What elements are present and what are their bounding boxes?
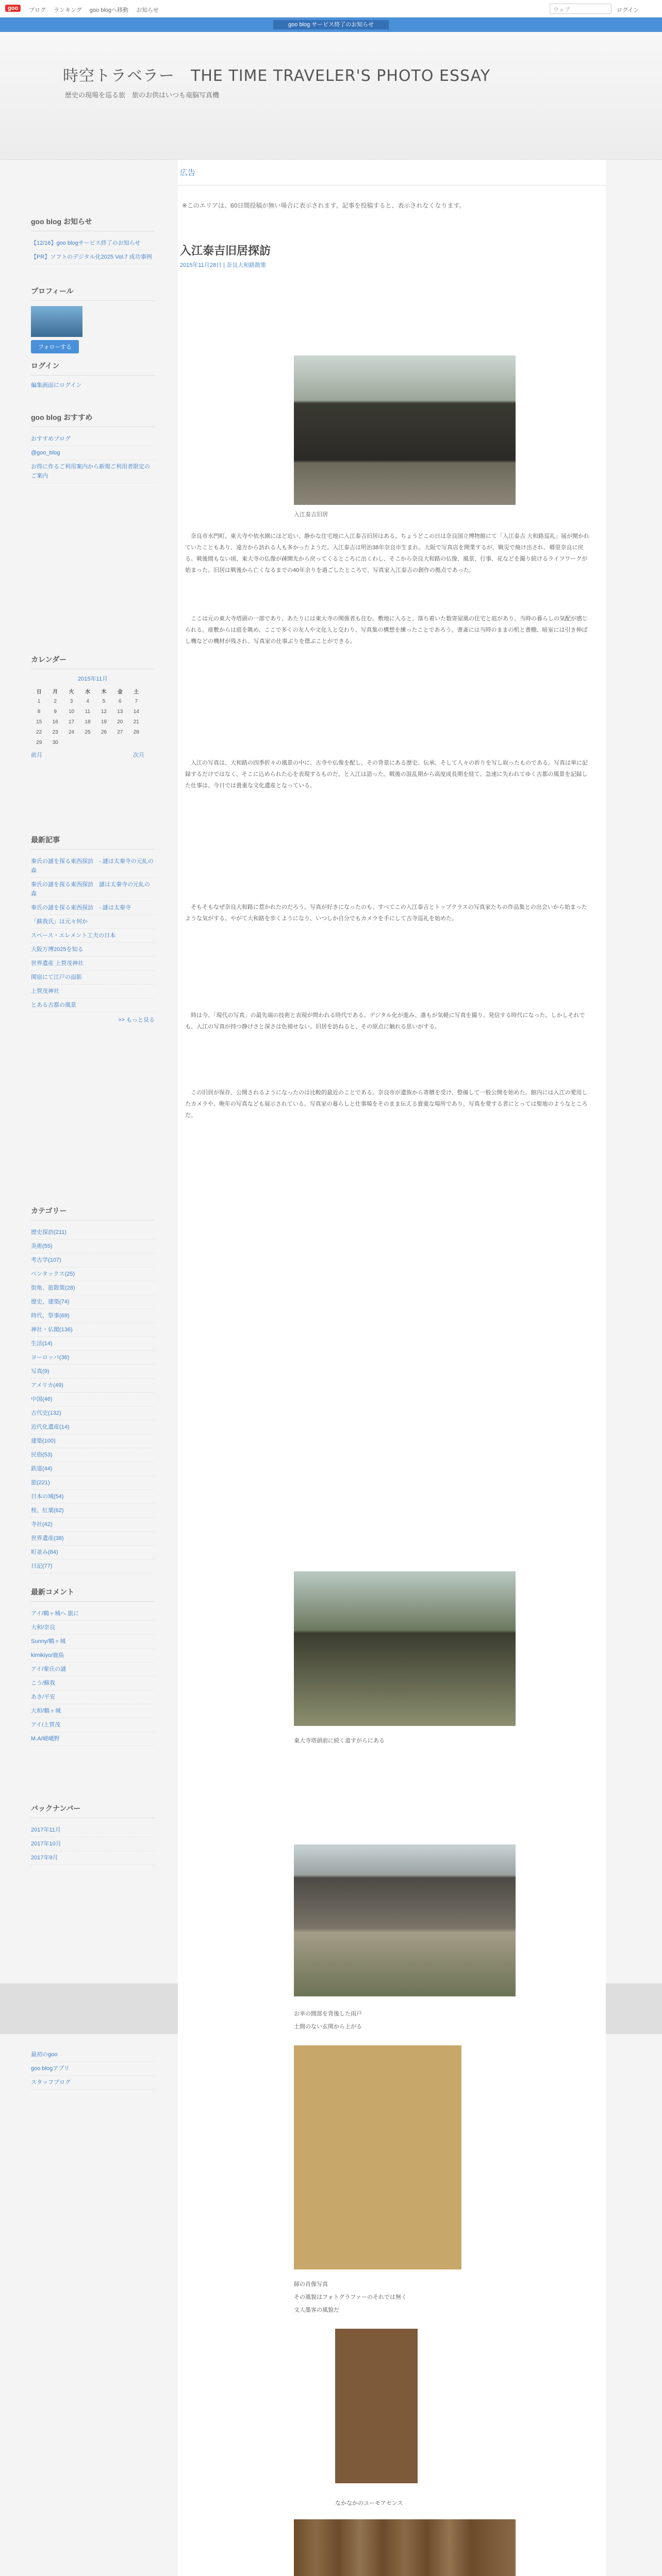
calendar-section — [31, 654, 155, 760]
category-list — [31, 1226, 155, 1573]
comment-item[interactable]: あき/平安 — [31, 1690, 155, 1704]
scroll-photo[interactable] — [335, 2329, 418, 2483]
calendar-day — [79, 737, 95, 748]
calendar-day: 22 — [36, 729, 42, 735]
blog-header — [0, 32, 662, 160]
backnumber-heading: バックナンバー — [31, 1803, 155, 1818]
main-content — [178, 160, 606, 2576]
follow-button[interactable]: フォローする — [31, 340, 79, 353]
garden-photo[interactable] — [294, 1571, 516, 1726]
photo-caption: 師の肖像写真 — [294, 2281, 328, 2287]
comments-heading: 最新コメント — [31, 1587, 155, 1602]
gate-photo[interactable] — [294, 355, 516, 505]
calendar-day: 12 — [101, 708, 107, 715]
entry-paragraph: 奈良市水門町。東大寺や依水園にほど近い、静かな住宅地に入江泰吉旧居はある。ちょうどこの日は奈良国立博物館にて「入江泰吉 大和路巡礼」展が開かれていたこともあり、遠方から訪れる人も多かったようだ。入江泰吉は明治38年奈良市生まれ。大阪で写真店を開業するが、戦災で焼け出され、郷里奈良に戻る。戦後間もない頃、東大寺の仏像が疎開先から戻ってくるところに出くわし、そこから奈良大和路の仏像、風景、行事、花などを撮り続けるライフワークが始まった。旧居は戦後から亡くなるまでの40年余りを過ごしたところで、写真家入江泰吉の創作の拠点であった。 — [185, 533, 590, 573]
backnumber-section — [31, 1803, 155, 1865]
goo-logo[interactable]: goo — [5, 5, 21, 12]
recent-item[interactable]: 上賀茂神社 — [31, 985, 155, 998]
category-section — [31, 1206, 155, 1573]
top-link-ranking[interactable]: ランキング — [54, 7, 82, 13]
calendar-dow: 金 — [117, 689, 123, 695]
category-item[interactable]: 写真(9) — [31, 1365, 155, 1379]
calendar-day: 24 — [68, 729, 75, 735]
category-item[interactable]: 鉄道(44) — [31, 1462, 155, 1476]
entry-paragraph: 時は今、「現代の写真」の最先端の技術と表現が問われる時代である。デジタル化が進み、誰もが気軽に写真を撮り、発信する時代になった。しかしそれでも、入江の写真が持つ静けさと深さは色褪せない。旧居を訪ねると、その原点に触れる思いがする。 — [185, 1012, 585, 1030]
calendar-day: 18 — [85, 719, 91, 725]
recent-item[interactable]: 大阪万博2025を知る — [31, 943, 155, 957]
entry-notice: ※このエリアは、60日間投稿が無い場合に表示されます。記事を投稿すると、表示されなくなります。 — [182, 202, 466, 209]
category-item[interactable]: 町並み(84) — [31, 1546, 155, 1560]
calendar-prev-link[interactable]: 前月 — [31, 752, 42, 758]
login-heading: ログイン — [31, 361, 155, 376]
search-input[interactable]: ウェブ — [550, 4, 611, 14]
comment-item[interactable]: M.A/嵯峨野 — [31, 1732, 155, 1746]
calendar-dow: 火 — [69, 689, 74, 695]
notice-item[interactable]: 【12/16】goo blogサービス終了のお知らせ — [31, 236, 155, 250]
entry-title[interactable]: 入江泰吉旧居探訪 — [180, 244, 271, 257]
calendar-dow: 土 — [134, 689, 139, 695]
top-link-move[interactable]: goo blogへ移動 — [89, 7, 129, 13]
category-item[interactable]: 桜、紅葉(62) — [31, 1504, 155, 1518]
category-item[interactable]: 時代、祭事(69) — [31, 1309, 155, 1323]
calendar-day: 5 — [102, 698, 106, 704]
category-item[interactable]: 街角、旅散策(28) — [31, 1281, 155, 1295]
category-item[interactable]: ヨーロッパ(36) — [31, 1351, 155, 1365]
notice-section — [31, 216, 155, 264]
category-item[interactable]: 建築(100) — [31, 1434, 155, 1448]
profile-image[interactable] — [31, 306, 82, 337]
calendar-day: 8 — [37, 708, 41, 715]
calendar-next-link[interactable]: 次月 — [133, 752, 144, 758]
backnumber-item[interactable]: 2017年10月 — [31, 1837, 155, 1851]
recent-section — [31, 835, 155, 1025]
calendar-day: 17 — [68, 719, 75, 725]
recent-more-link[interactable]: >> もっと見る — [118, 1017, 155, 1023]
entry-paragraph: 入江の写真は、大和路の四季折々の風景の中に、古寺や仏像を配し、その背景にある歴史、伝承、そして人々の祈りを写し取ったものである。写真は単に記録するだけではなく、そこに込められた心を表現するものだ、と入江は語った。戦後の混乱期から高度成長期を経て、急速に失われてゆく古都の風景を記録した仕事は、今日では貴重な文化遺産となっている。 — [185, 760, 588, 789]
recent-item[interactable]: 秦氏の謎を探る東西探訪 謎は太秦寺の元糺の森 — [31, 878, 155, 901]
calendar-day: 28 — [133, 729, 139, 735]
entry-paragraph: ここは元の東大寺塔頭の一部であり、あたりには東大寺の関係者も住む。敷地に入ると、落ち着いた数寄屋風の住宅と庭があり、当時の暮らしの気配が感じられる。座敷からは庭を眺め、ここで多くの友人や文化人と交わり、写真集の構想を練ったことであろう。書斎には当時のままの机と書棚、暗室には引き伸ばし機などの機材が残され、写真家の仕事ぶりを偲ぶことができる。 — [185, 616, 588, 645]
calendar-dow: 月 — [53, 689, 58, 695]
calendar-day: 16 — [52, 719, 58, 725]
recent-item[interactable]: スペース・エレメント工夫の日本 — [31, 929, 155, 943]
recent-item[interactable]: 「蘇我氏」は元々何か — [31, 915, 155, 929]
category-item[interactable]: 美術(55) — [31, 1240, 155, 1253]
photo-caption: 土間のない玄関から上がる — [294, 2024, 362, 2030]
calendar-dow: 木 — [101, 689, 107, 695]
notice-item[interactable]: 【PR】ソフトのデジタル化2025 Vol.7 成功事例 — [31, 250, 155, 264]
calendar-day: 1 — [37, 698, 41, 704]
category-item[interactable]: 旅(221) — [31, 1476, 155, 1490]
calendar-day: 13 — [117, 708, 123, 715]
backnumber-item[interactable]: 2017年11月 — [31, 1823, 155, 1837]
category-item[interactable]: 神社・仏閣(136) — [31, 1323, 155, 1337]
calendar-day — [63, 737, 79, 748]
calendar-day: 20 — [117, 719, 123, 725]
calendar-title: 2015年11月 — [78, 676, 108, 682]
photo-caption: その風貌はフォトグラファーのそれでは無く — [294, 2294, 407, 2300]
comment-item[interactable]: アイ/上賀茂 — [31, 1718, 155, 1732]
category-item[interactable]: 歴史、建築(74) — [31, 1295, 155, 1309]
category-item[interactable]: 考古学(107) — [31, 1253, 155, 1267]
login-section — [31, 361, 155, 390]
calendar-day: 9 — [54, 708, 57, 715]
calendar-day: 6 — [119, 698, 122, 704]
blog-description: 歴史の現場を巡る旅 旅のお供はいつも竜脳写真機 — [65, 91, 220, 99]
entry-paragraph: そもそもなぜ奈良大和路に惹かれたのだろう。写真が好きになったのも、すべてこの入江泰吉とトップクラスの写真家たちの作品集との出会いから始まったような気がする。やがて大和路を歩くようになり、いつしか自分でもカメラを手にして古寺巡礼を始めた。 — [185, 904, 587, 922]
ad-heading: 広告 — [178, 160, 606, 185]
calendar-day: 21 — [133, 719, 139, 725]
calendar-day: 4 — [86, 698, 89, 704]
photo-caption: 入江泰吉旧居 — [294, 512, 328, 518]
recent-heading: 最新記事 — [31, 835, 155, 850]
entry-paragraph: この旧居が保存、公開されるようになったのは比較的最近のことである。奈良市が遺族から寄贈を受け、整備して一般公開を始めた。館内には入江の愛用したカメラや、晩年の写真なども展示されている。写真家の暮らしと仕事場をそのまま伝える貴重な場所であり、写真を愛する者にとっては聖地のようなところだ。 — [185, 1090, 588, 1118]
calendar-day: 29 — [36, 739, 42, 745]
bookshelf-photo[interactable] — [294, 2519, 516, 2576]
calendar-day: 26 — [101, 729, 107, 735]
photo-caption: 東大寺塔頭前に続く道すがらにある — [294, 1738, 385, 1744]
calendar-table — [31, 686, 144, 748]
recent-item[interactable]: 秦氏の謎を探る東西探訪 - 謎は太秦寺の元糺の森 — [31, 855, 155, 878]
notice-heading: goo blog お知らせ — [31, 216, 155, 231]
recent-item[interactable]: とある古都の風景 — [31, 998, 155, 1012]
calendar-day — [96, 737, 112, 748]
category-item[interactable]: アメリカ(49) — [31, 1379, 155, 1393]
blog-title[interactable]: 時空トラベラー THE TIME TRAVELER'S PHOTO ESSAY — [63, 67, 491, 85]
calendar-dow: 日 — [36, 689, 42, 695]
admin-login-link[interactable]: 編集画面にログイン — [31, 382, 82, 388]
photo-caption: なかなかのユーモアセンス — [335, 2500, 403, 2506]
login-link[interactable]: ログイン — [617, 7, 639, 13]
portrait-photo[interactable] — [294, 2045, 461, 2269]
top-link-news[interactable]: お知らせ — [136, 7, 159, 13]
calendar-day: 10 — [68, 708, 75, 715]
category-item[interactable]: 中国(46) — [31, 1393, 155, 1406]
top-links — [29, 6, 165, 14]
calendar-day: 11 — [85, 708, 91, 715]
calendar-day: 27 — [117, 729, 123, 735]
category-item[interactable]: 日記(77) — [31, 1560, 155, 1573]
category-item[interactable]: 日本の城(54) — [31, 1490, 155, 1504]
calendar-day — [128, 737, 144, 748]
profile-section — [31, 286, 155, 353]
category-item[interactable]: ペンタックス(25) — [31, 1267, 155, 1281]
top-bar — [0, 0, 662, 18]
entry-date[interactable]: 2015年11月28日 | 奈良大和路散策 — [180, 262, 267, 268]
calendar-day — [112, 737, 128, 748]
recent-item[interactable]: 関宿にて江戸の面影 — [31, 971, 155, 985]
comment-item[interactable]: 大和/鶴ヶ城 — [31, 1704, 155, 1718]
top-link-blog[interactable]: ブログ — [29, 7, 46, 13]
recent-item[interactable]: 秦氏の謎を探る東西探訪 - 謎は太秦寺 — [31, 901, 155, 915]
photo-caption: 文人墨客の風貌だ — [294, 2307, 339, 2313]
calendar-day: 25 — [85, 729, 91, 735]
category-item[interactable]: 世界遺産(38) — [31, 1532, 155, 1546]
backnumber-item[interactable]: 2017年9月 — [31, 1851, 155, 1865]
comment-item[interactable]: 大和/奈良 — [31, 1621, 155, 1635]
calendar-day: 23 — [52, 729, 58, 735]
category-item[interactable]: 近代化遺産(14) — [31, 1420, 155, 1434]
comment-item[interactable]: アイ/秦氏の謎 — [31, 1663, 155, 1676]
recommend-heading: goo blog おすすめ — [31, 412, 155, 427]
footer-link[interactable]: スタッフブログ — [31, 2076, 155, 2090]
comment-item[interactable]: アイ/鶴ヶ城へ 旅に — [31, 1607, 155, 1621]
house-photo[interactable] — [294, 1844, 516, 1996]
footer-link[interactable]: 最初のgoo — [31, 2048, 155, 2062]
footer-link[interactable]: goo blogアプリ — [31, 2062, 155, 2076]
notice-bar — [0, 18, 662, 32]
recommend-section — [31, 412, 155, 483]
category-item[interactable]: 古代史(132) — [31, 1406, 155, 1420]
comment-item[interactable]: Sunny/鶴ヶ城 — [31, 1635, 155, 1649]
calendar-day: 19 — [101, 719, 107, 725]
footer-links — [31, 2048, 155, 2090]
comments-section — [31, 1587, 155, 1746]
calendar-day: 3 — [70, 698, 73, 704]
recent-item[interactable]: 世界遺産 上賀茂神社 — [31, 957, 155, 971]
comment-item[interactable]: こう/蘇我 — [31, 1676, 155, 1690]
category-item[interactable]: 歴史探訪(211) — [31, 1226, 155, 1240]
recommend-item[interactable]: @goo_blog — [31, 446, 155, 460]
calendar-day: 30 — [52, 739, 58, 745]
category-heading: カテゴリー — [31, 1206, 155, 1221]
recommend-item[interactable]: おすすめブログ — [31, 432, 155, 446]
comment-item[interactable]: kimikiyo/鹿島 — [31, 1649, 155, 1663]
calendar-day: 2 — [54, 698, 57, 704]
calendar-heading: カレンダー — [31, 654, 155, 669]
category-item[interactable]: 寺社(42) — [31, 1518, 155, 1532]
calendar-dow: 水 — [85, 689, 90, 695]
calendar-day: 7 — [135, 698, 138, 704]
profile-heading: プロフィール — [31, 286, 155, 301]
photo-caption: お幸の間部を背後した雨戸 — [294, 2011, 362, 2017]
calendar-day: 14 — [133, 708, 139, 715]
category-item[interactable]: 生活(14) — [31, 1337, 155, 1351]
notice-link[interactable]: goo blog サービス終了のお知らせ — [273, 20, 389, 29]
category-item[interactable]: 民俗(53) — [31, 1448, 155, 1462]
calendar-day: 15 — [36, 719, 42, 725]
recommend-item[interactable]: お得に作るご利用案内から新規ご利用者限定のご案内 — [31, 460, 155, 483]
